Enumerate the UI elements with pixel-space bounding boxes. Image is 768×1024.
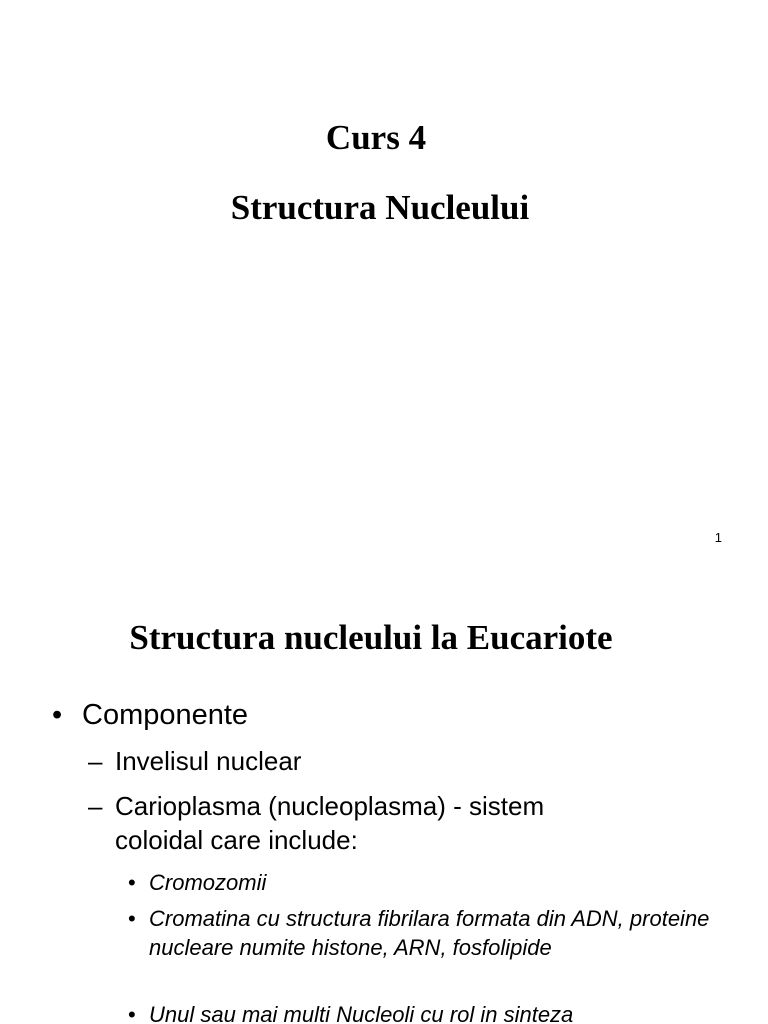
bullet-text: Invelisul nuclear — [115, 746, 302, 776]
list-item — [88, 744, 688, 778]
bullet-text: Cromatina cu structura fibrilara formata din ADN, proteine nucleare numite histone, ARN, fosfolipide — [149, 906, 710, 960]
bullet-marker: • — [52, 699, 63, 731]
slide-2 — [0, 576, 768, 1024]
slide-title: Structura nucleului la Eucariote — [129, 618, 613, 657]
list-item — [128, 904, 718, 962]
slide-subtitle: Structura Nucleului — [230, 188, 530, 227]
page-number: 1 — [714, 530, 722, 545]
bullet-text: Unul sau mai multi Nucleoli cu rol in sinteza — [149, 1002, 574, 1024]
bullet-text: Componente — [82, 699, 249, 731]
bullet-text: Cromozomii — [149, 870, 267, 895]
bullet-text: Carioplasma (nucleoplasma) - sistem coloidal care include: — [115, 791, 545, 855]
list-item — [88, 789, 628, 857]
bullet-marker: • — [128, 906, 136, 931]
list-item — [128, 1000, 728, 1024]
bullet-marker: • — [128, 1002, 136, 1024]
slide-title: Curs 4 — [325, 118, 427, 157]
dash-marker: – — [88, 746, 103, 776]
list-item — [128, 868, 728, 897]
bullet-marker: • — [128, 870, 136, 895]
dash-marker: – — [88, 791, 103, 821]
